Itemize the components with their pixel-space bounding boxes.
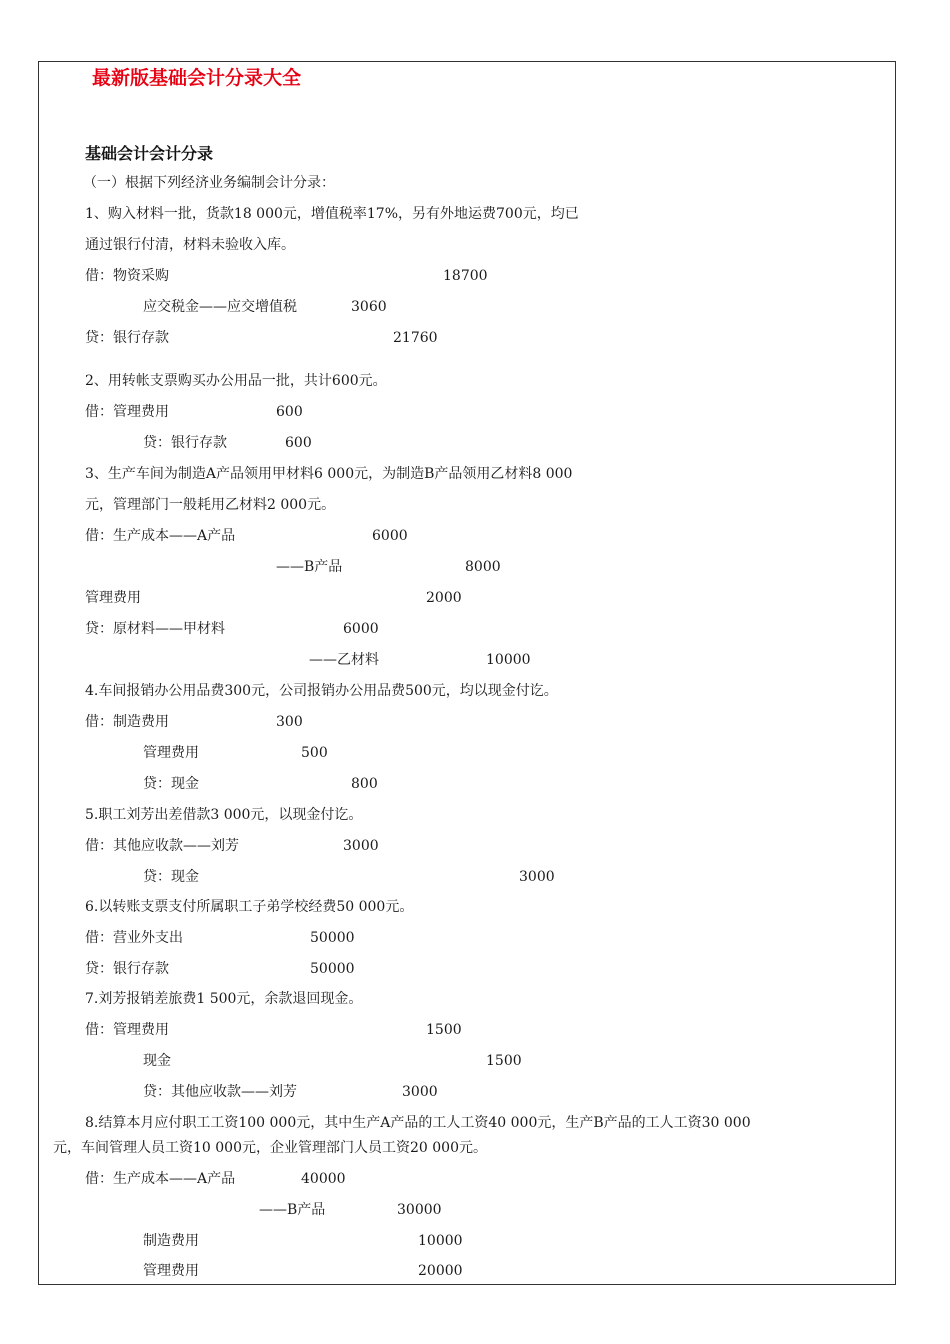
entry-8-debit-amount: 40000: [301, 1171, 346, 1187]
intro-text: （一）根据下列经济业务编制会计分录：: [83, 175, 335, 191]
entry-5-credit-amount: 3000: [519, 869, 555, 885]
entry-6-debit-account: 借：营业外支出: [85, 930, 183, 946]
entry-3-credit-subamount: 10000: [486, 652, 531, 668]
entry-8-debit-account-3: 管理费用: [143, 1263, 199, 1279]
entry-8-debit-amount-3: 20000: [418, 1263, 463, 1279]
entry-7-description: 7.刘芳报销差旅费1 500元，余款退回现金。: [85, 991, 363, 1007]
entry-7-debit-account: 借：管理费用: [85, 1022, 169, 1038]
entry-4-debit-amount: 300: [276, 714, 303, 730]
entry-1-credit-account: 贷：银行存款: [85, 330, 169, 346]
entry-7-credit-amount: 3000: [402, 1084, 438, 1100]
entry-2-debit-amount: 600: [276, 404, 303, 420]
entry-6-description: 6.以转账支票支付所属职工子弟学校经费50 000元。: [85, 899, 414, 915]
entry-1-credit-amount: 21760: [393, 330, 438, 346]
entry-8-debit-subamount: 30000: [397, 1202, 442, 1218]
entry-6-credit-amount: 50000: [310, 961, 355, 977]
entry-7-debit-account-2: 现金: [143, 1053, 171, 1069]
document-title: 最新版基础会计分录大全: [92, 67, 302, 89]
entry-4-debit-account-2: 管理费用: [143, 745, 199, 761]
entry-3-debit-account: 借：生产成本——A产品: [85, 528, 236, 544]
entry-8-debit-account: 借：生产成本——A产品: [85, 1171, 236, 1187]
entry-2-credit-amount: 600: [285, 435, 312, 451]
entry-3-debit-amount: 6000: [372, 528, 408, 544]
entry-1-debit-amount-2: 3060: [351, 299, 387, 315]
entry-3-credit-subaccount: ——乙材料: [309, 652, 379, 668]
entry-5-description: 5.职工刘芳出差借款3 000元，以现金付讫。: [85, 807, 363, 823]
entry-8-debit-account-2: 制造费用: [143, 1233, 199, 1249]
entry-1-debit-amount: 18700: [443, 268, 488, 284]
entry-5-credit-account: 贷：现金: [143, 869, 199, 885]
entry-2-debit-account: 借：管理费用: [85, 404, 169, 420]
entry-3-description-line-1: 3、生产车间为制造A产品领用甲材料6 000元，为制造B产品领用乙材料8 000: [85, 466, 573, 482]
entry-4-debit-account: 借：制造费用: [85, 714, 169, 730]
entry-3-credit-account: 贷：原材料——甲材料: [85, 621, 225, 637]
entry-8-debit-subaccount: ——B产品: [259, 1202, 326, 1218]
entry-3-credit-amount: 6000: [343, 621, 379, 637]
entry-4-credit-amount: 800: [351, 776, 378, 792]
entry-4-description: 4.车间报销办公用品费300元，公司报销办公用品费500元，均以现金付讫。: [85, 683, 558, 699]
entry-5-debit-amount: 3000: [343, 838, 379, 854]
entry-4-credit-account: 贷：现金: [143, 776, 199, 792]
entry-3-description-line-2: 元，管理部门一般耗用乙材料2 000元。: [85, 497, 336, 513]
entry-1-debit-account: 借：物资采购: [85, 268, 169, 284]
entry-3-debit-amount-2: 2000: [426, 590, 462, 606]
entry-2-description: 2、用转帐支票购买办公用品一批，共计600元。: [85, 373, 387, 389]
entry-8-debit-amount-2: 10000: [418, 1233, 463, 1249]
entry-8-description-line-2: 元，车间管理人员工资10 000元，企业管理部门人员工资20 000元。: [53, 1140, 487, 1156]
entry-1-description-line-1: 1、购入材料一批，货款18 000元，增值税率17%，另有外地运费700元，均已: [85, 206, 579, 222]
entry-7-credit-account: 贷：其他应收款——刘芳: [143, 1084, 297, 1100]
section-title: 基础会计会计分录: [85, 144, 214, 163]
entry-2-credit-account: 贷：银行存款: [143, 435, 227, 451]
entry-6-debit-amount: 50000: [310, 930, 355, 946]
entry-3-debit-account-2: 管理费用: [85, 590, 141, 606]
entry-5-debit-account: 借：其他应收款——刘芳: [85, 838, 239, 854]
entry-1-description-line-2: 通过银行付清，材料未验收入库。: [85, 237, 295, 253]
entry-7-debit-amount-2: 1500: [486, 1053, 522, 1069]
entry-7-debit-amount: 1500: [426, 1022, 462, 1038]
entry-8-description-line-1: 8.结算本月应付职工工资100 000元，其中生产A产品的工人工资40 000元，生产B产品的工人工资30 000: [85, 1115, 751, 1131]
entry-3-debit-subamount: 8000: [465, 559, 501, 575]
entry-1-debit-account-2: 应交税金——应交增值税: [143, 299, 297, 315]
entry-4-debit-amount-2: 500: [301, 745, 328, 761]
entry-3-debit-subaccount: ——B产品: [276, 559, 343, 575]
entry-6-credit-account: 贷：银行存款: [85, 961, 169, 977]
